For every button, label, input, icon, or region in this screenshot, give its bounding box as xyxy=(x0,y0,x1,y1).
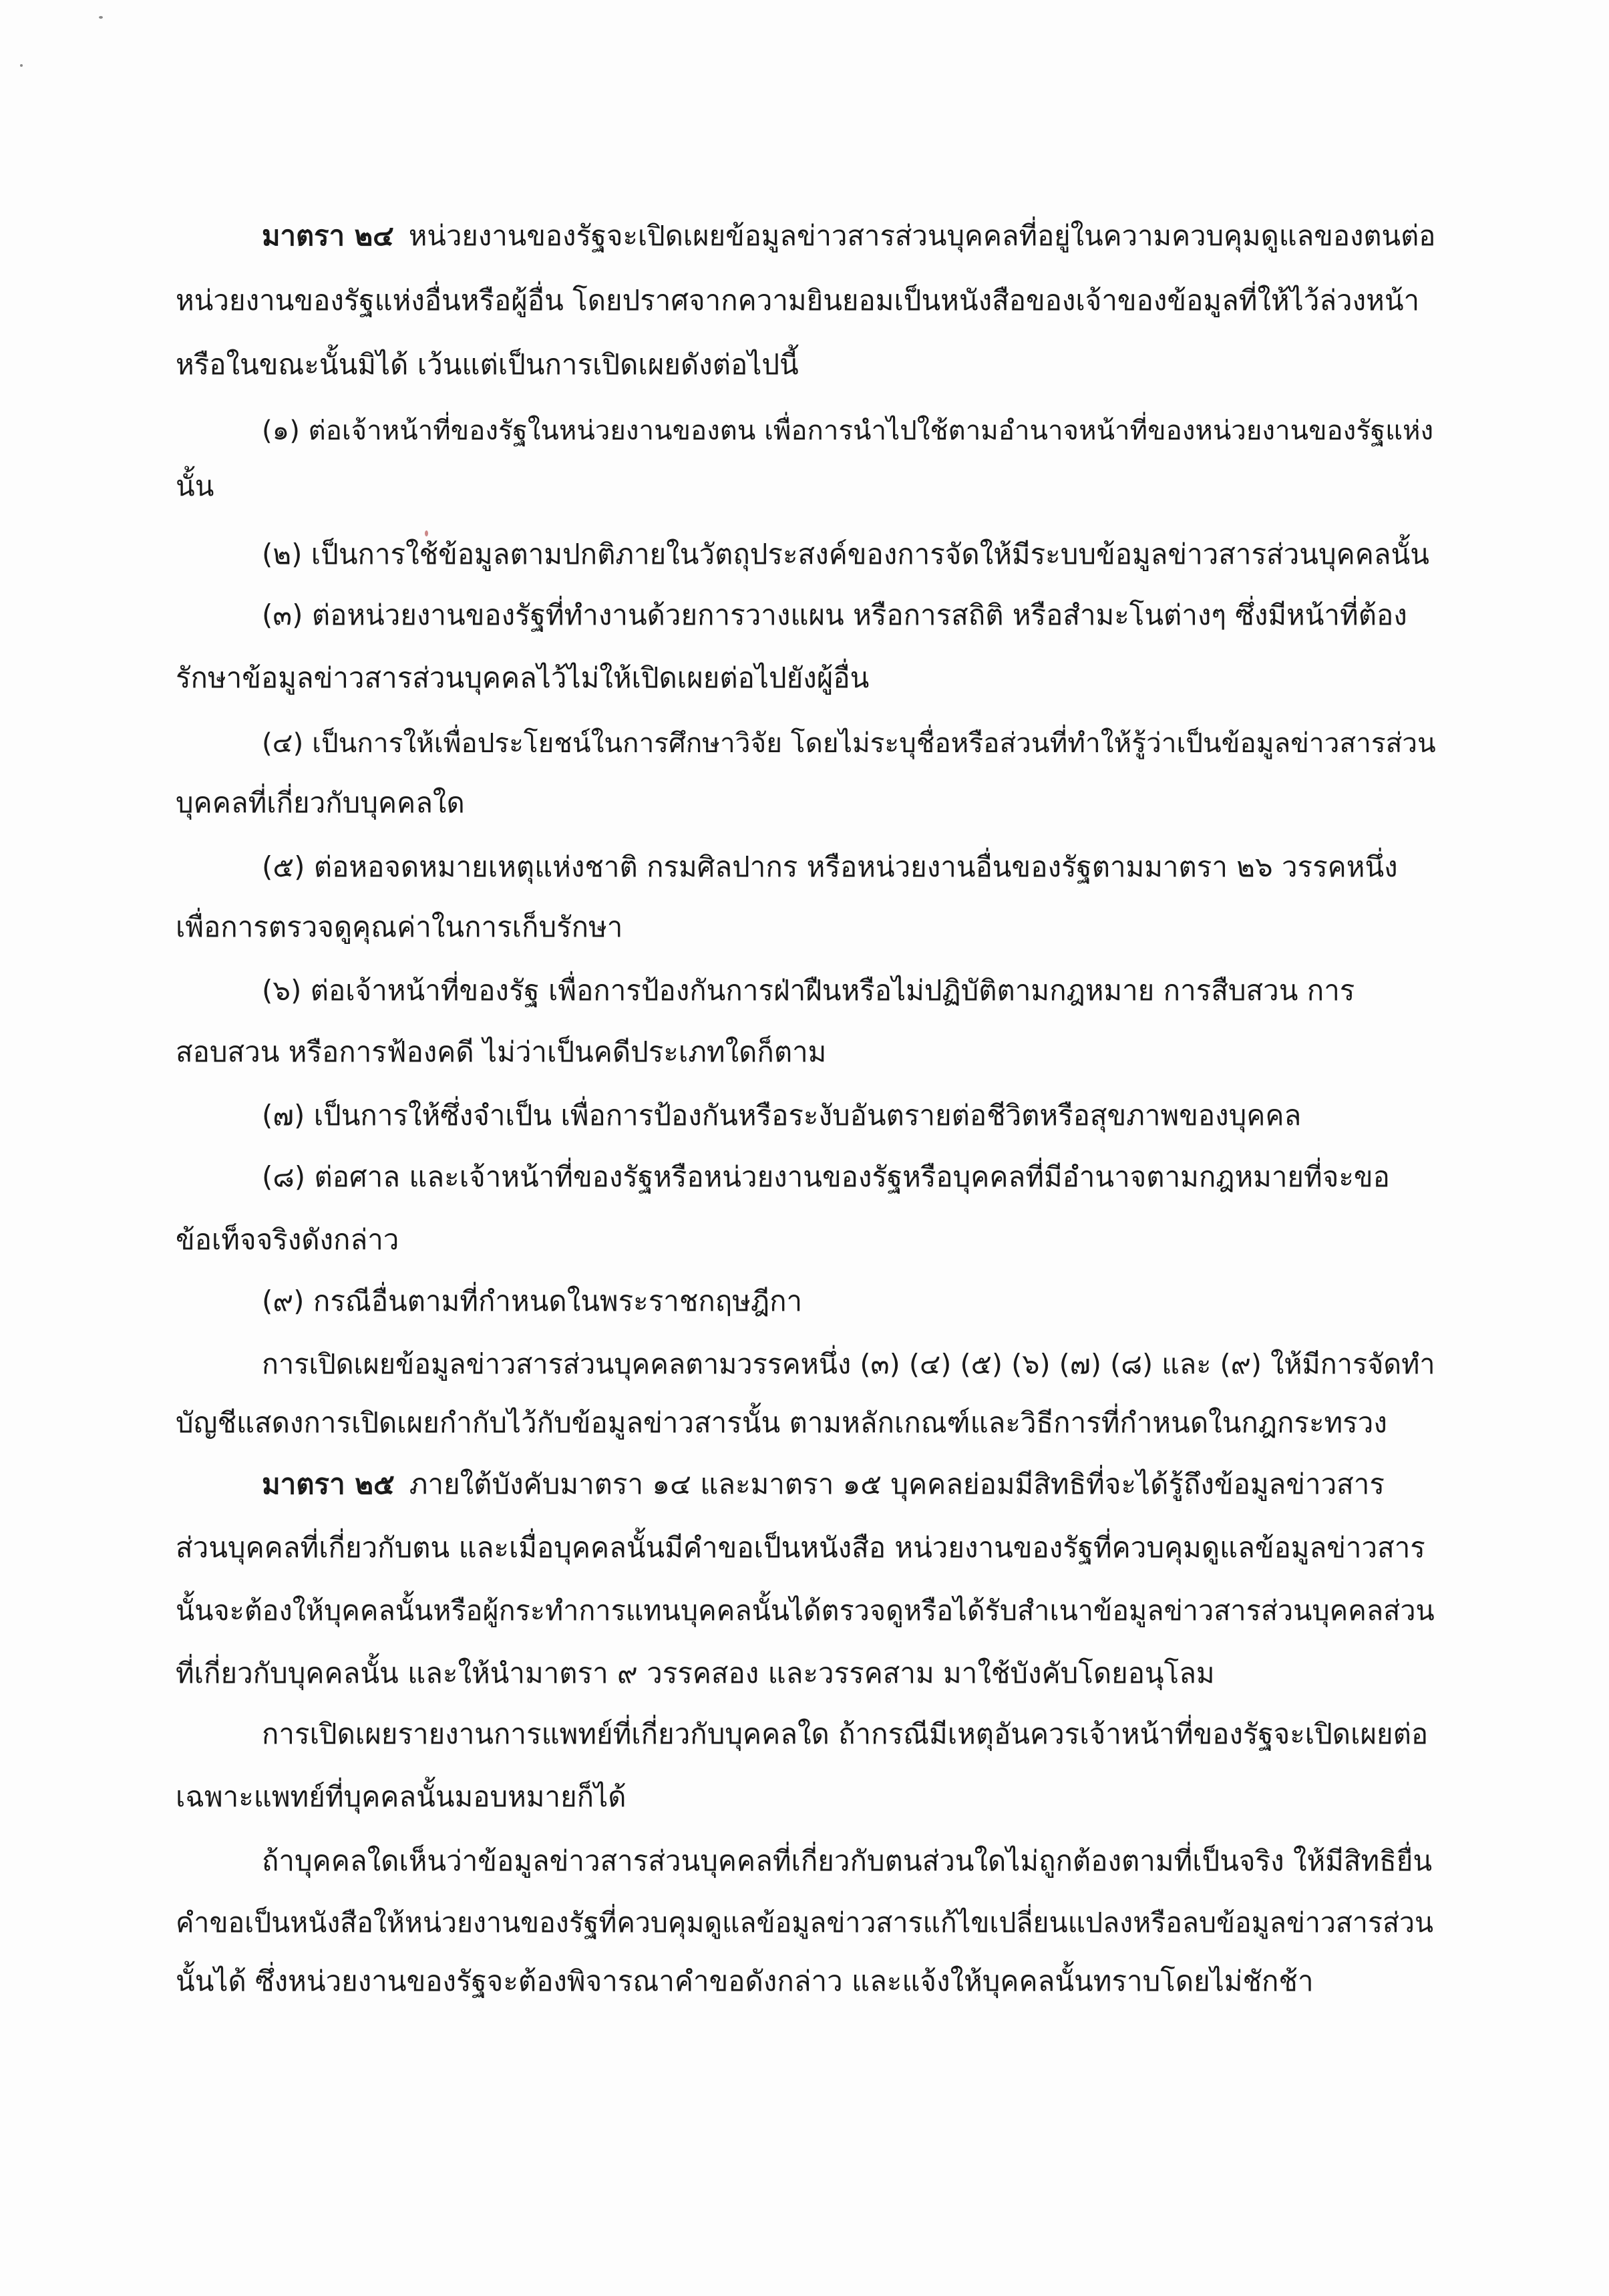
paragraph-text: นั้นได้ ซึ่งหน่วยงานของรัฐจะต้องพิจารณาคำขอดังกล่าว และแจ้งให้บุคคลนั้นทราบโดยไม่ชักช้า xyxy=(176,1965,1314,1997)
paragraph-text: ถ้าบุคคลใดเห็นว่าข้อมูลข่าวสารส่วนบุคคลที่เกี่ยวกับตนส่วนใดไม่ถูกต้องตามที่เป็นจริง ให้มีสิทธิยื่น xyxy=(262,1844,1433,1877)
paragraph-text: คำขอเป็นหนังสือให้หน่วยงานของรัฐที่ควบคุมดูแลข้อมูลข่าวสารแก้ไขเปลี่ยนแปลงหรือลบข้อมูลข่าวสารส่วน xyxy=(176,1907,1434,1939)
paragraph-text: ส่วนบุคคลที่เกี่ยวกับตน และเมื่อบุคคลนั้นมีคำขอเป็นหนังสือ หน่วยงานของรัฐที่ควบคุมดูแลข้อมูลข่าวสาร xyxy=(176,1531,1425,1564)
section-25-heading-line xyxy=(262,1464,1385,1504)
paragraph-text: นั้น xyxy=(176,470,214,502)
paragraph-text: เพื่อการตรวจดูคุณค่าในการเก็บรักษา xyxy=(176,911,623,943)
scan-speck xyxy=(20,64,23,67)
paragraph-text: นั้นจะต้องให้บุคคลนั้นหรือผู้กระทำการแทนบุคคลนั้นได้ตรวจดูหรือได้รับสำเนาข้อมูลข่าวสารส่วนบุคคลส่วน xyxy=(176,1595,1435,1627)
section-24-heading-line xyxy=(262,216,1435,256)
section-25-label: มาตรา ๒๕ xyxy=(262,1468,395,1500)
list-item-9: (๙) กรณีอื่นตามที่กำหนดในพระราชกฤษฎีกา xyxy=(262,1285,803,1317)
paragraph-text: การเปิดเผยรายงานการแพทย์ที่เกี่ยวกับบุคคลใด ถ้ากรณีมีเหตุอันควรเจ้าหน้าที่ของรัฐจะเปิดเผยต่อ xyxy=(262,1717,1429,1750)
paragraph-text: การเปิดเผยข้อมูลข่าวสารส่วนบุคคลตามวรรคหนึ่ง (๓) (๔) (๕) (๖) (๗) (๘) และ (๙) ให้มีการจัดทำ xyxy=(262,1348,1435,1380)
paragraph-text: บัญชีแสดงการเปิดเผยกำกับไว้กับข้อมูลข่าวสารนั้น ตามหลักเกณฑ์และวิธีการที่กำหนดในกฎกระทรวง xyxy=(176,1406,1387,1439)
paragraph-text: หน่วยงานของรัฐจะเปิดเผยข้อมูลข่าวสารส่วนบุคคลที่อยู่ในความควบคุมดูแลของตนต่อ xyxy=(408,219,1436,252)
paragraph-text: ที่เกี่ยวกับบุคคลนั้น และให้นำมาตรา ๙ วรรคสอง และวรรคสาม มาใช้บังคับโดยอนุโลม xyxy=(176,1657,1215,1689)
list-item-2: (๒) เป็นการใช้ข้อมูลตามปกติภายในวัตถุประสงค์ของการจัดให้มีระบบข้อมูลข่าวสารส่วนบุคคลนั้น xyxy=(262,538,1429,570)
paragraph-text: หน่วยงานของรัฐแห่งอื่นหรือผู้อื่น โดยปราศจากความยินยอมเป็นหนังสือของเจ้าของข้อมูลที่ให้ไว้ล่วงหน้า xyxy=(176,284,1420,317)
paragraph-text: สอบสวน หรือการฟ้องคดี ไม่ว่าเป็นคดีประเภทใดก็ตาม xyxy=(176,1035,827,1068)
paragraph-text: หรือในขณะนั้นมิได้ เว้นแต่เป็นการเปิดเผยดังต่อไปนี้ xyxy=(176,348,799,381)
list-item-4: (๔) เป็นการให้เพื่อประโยชน์ในการศึกษาวิจัย โดยไม่ระบุชื่อหรือส่วนที่ทำให้รู้ว่าเป็นข้อมูลข่าวสารส่วน xyxy=(262,727,1436,759)
paragraph-text: รักษาข้อมูลข่าวสารส่วนบุคคลไว้ไม่ให้เปิดเผยต่อไปยังผู้อื่น xyxy=(176,661,870,694)
list-item-8: (๘) ต่อศาล และเจ้าหน้าที่ของรัฐหรือหน่วยงานของรัฐหรือบุคคลที่มีอำนาจตามกฎหมายที่จะขอ xyxy=(262,1160,1390,1193)
list-item-1: (๑) ต่อเจ้าหน้าที่ของรัฐในหน่วยงานของตน เพื่อการนำไปใช้ตามอำนาจหน้าที่ของหน่วยงานของรัฐแห่ง xyxy=(262,416,1434,446)
list-item-3: (๓) ต่อหน่วยงานของรัฐที่ทำงานด้วยการวางแผน หรือการสถิติ หรือสำมะโนต่างๆ ซึ่งมีหน้าที่ต้อง xyxy=(262,599,1407,631)
paragraph-text: บุคคลที่เกี่ยวกับบุคคลใด xyxy=(176,786,465,819)
list-item-7: (๗) เป็นการให้ซึ่งจำเป็น เพื่อการป้องกันหรือระงับอันตรายต่อชีวิตหรือสุขภาพของบุคคล xyxy=(262,1099,1302,1132)
list-item-6: (๖) ต่อเจ้าหน้าที่ของรัฐ เพื่อการป้องกันการฝ่าฝืนหรือไม่ปฏิบัติตามกฎหมาย การสืบสวน การ xyxy=(262,974,1355,1007)
paragraph-text: ภายใต้บังคับมาตรา ๑๔ และมาตรา ๑๕ บุคคลย่อมมีสิทธิที่จะได้รู้ถึงข้อมูลข่าวสาร xyxy=(409,1468,1385,1500)
paragraph-text: ข้อเท็จจริงดังกล่าว xyxy=(176,1223,399,1256)
list-item-5: (๕) ต่อหอจดหมายเหตุแห่งชาติ กรมศิลปากร หรือหน่วยงานอื่นของรัฐตามมาตรา ๒๖ วรรคหนึ่ง xyxy=(262,850,1398,883)
paragraph-text: เฉพาะแพทย์ที่บุคคลนั้นมอบหมายก็ได้ xyxy=(176,1780,627,1813)
scan-speck xyxy=(99,16,103,19)
section-24-label: มาตรา ๒๔ xyxy=(262,219,394,252)
